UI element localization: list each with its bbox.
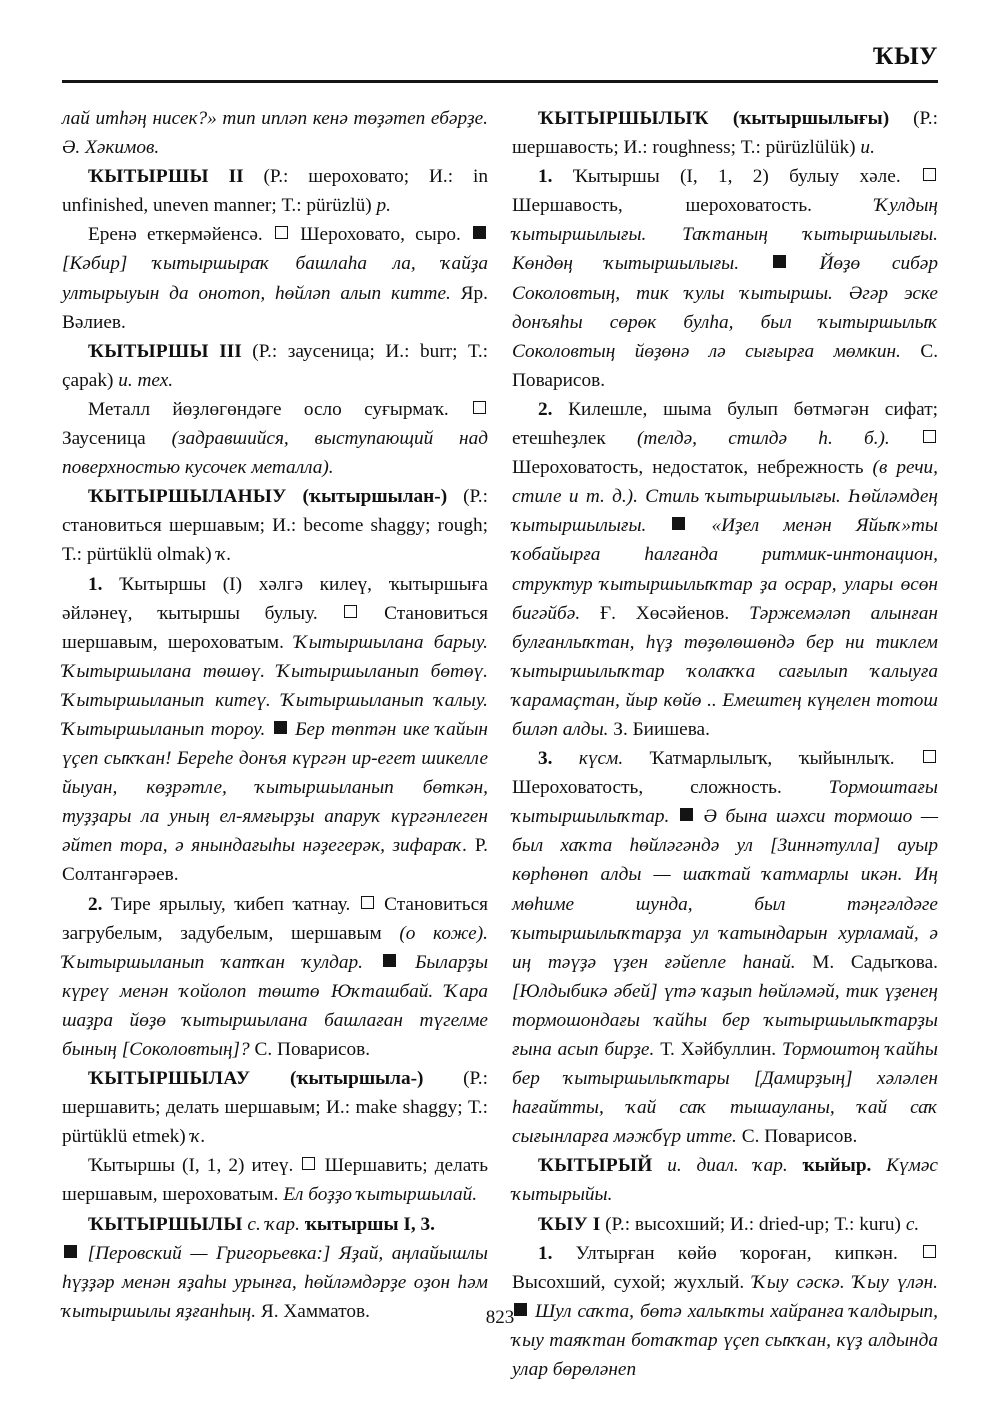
russian-note: (в речи, стиле и т. д.). (512, 457, 938, 508)
filled-square-icon (473, 226, 486, 239)
russian-equivalent: Становиться шершавым, шероховатым. (62, 602, 488, 653)
entry-kytyrshylau (62, 1064, 488, 1151)
open-square-icon (344, 605, 357, 618)
grammar-label: р. (376, 195, 391, 217)
example-phrases: Ел боҙҙо ҡытыршылай. (283, 1184, 478, 1206)
example-phrases: Ҡытыршылана барыу. Ҡытыршылана төшөү. Ҡытыршыланып бөтөү. Ҡытыршыланып китеү. Ҡытыршыланып ҡалыу. Ҡытыршыланып тороу. (62, 631, 489, 740)
citation-source: Я. Хамматов. (260, 1300, 370, 1322)
citation-text: [Кәбир] ҡытыршыраҡ башлаһа ла, ҡайҙа ултырыуын да онотоп, һөйләп алып китте. (62, 253, 488, 304)
cross-reference: ҡытыршы I, 3. (304, 1213, 435, 1235)
sense-number: 1. (88, 573, 103, 595)
sense-definition: Ҡытыршы (I, 1, 2) булыу хәле. (572, 166, 901, 188)
grammar-label: и. (860, 137, 875, 159)
citation-text: Быларҙы күреү менән ҡойолоп төштө Юҡташбай. Ҡара шаҙра йөҙө ҡытыршылана башлаған түгелме бының [Соколовтың]? (62, 951, 488, 1060)
sense-definition: Ҡытыршы (I) хәлгә килеү, ҡытыршыға әйләнеү, ҡытыршы булыу. (62, 573, 488, 624)
open-square-icon (473, 401, 486, 414)
grammar-label: ҡ. (216, 544, 232, 566)
headword: ҠЫТЫРШЫЛЫҠ (538, 108, 709, 129)
headword: ҠЫТЫРШЫ (88, 340, 209, 362)
citation-text: Бер төптән ике ҡайын үҫеп сыҡҡан! Береһе донъя күргән ир-егет шикелле йыуан, көҙрәтле, ҡытыршыланып бөткән, туҙҙары ла уның ел-ямғырҙы апаруҡ күргәнлеген әйтеп тора, ә янындағыһы нәҙегерәк, зифараҡ. (62, 718, 488, 857)
headword-stem: (ҡытыршылан-) (302, 486, 448, 508)
header-rule (62, 80, 938, 83)
homograph-numeral: III (219, 340, 242, 362)
sense-note: (телдә, стилдә һ. б.). (637, 428, 890, 450)
continuation-text: лай итһәң нисек?» тип ипләп кенә төҙәтеп ебәрҙе. Ә. Хәкимов. (62, 108, 488, 159)
citation-text-2: [Юлдыбикә әбей] үтә ҡаҙып һөйләмәй, тик үҙенең тормошондағы ҡайһы бер ҡытыршылыҡтарҙы ғына асып бирҙе. (512, 980, 938, 1060)
entry-kytyrshylau-body (62, 1151, 488, 1209)
example-phrases: Ҡытыршыланып ҡатҡан ҡулдар. (62, 951, 363, 973)
right-column (512, 104, 939, 1381)
citation-source: Р. Солтангәрәев. (62, 835, 488, 886)
continuation-paragraph (62, 104, 488, 162)
entry-kytyrshy-3-body (62, 395, 488, 482)
citation-source: С. Поварисов. (512, 340, 939, 391)
grammar-label: и. диал. ҡар. (667, 1155, 788, 1177)
example-phrases: Күмәс ҡытырыйы. (512, 1155, 938, 1206)
open-square-icon (275, 226, 288, 239)
entry-kytyrshy-3 (62, 337, 488, 395)
sense-definition: Ултырған көйө ҡороған, кипкән. (575, 1242, 898, 1264)
russian-note: (о коже). (399, 922, 488, 944)
sense-definition: Еренә еткермәйенсә. (88, 224, 263, 246)
headword: ҠЫТЫРШЫЛЫ (88, 1213, 243, 1235)
page-number: 823 (485, 1307, 515, 1328)
headword-stem: (ҡытыршылығы) (732, 108, 890, 129)
citation-source-2: З. Биишева. (613, 718, 710, 740)
example-phrases: Ҡыу сәскә. Ҡыу үлән. (752, 1271, 938, 1293)
sense-label: күсм. (578, 748, 624, 770)
gloss-block: (Р.: заусеница; И.: burr; Т.: çapak) (62, 340, 489, 391)
russian-equivalent: Высохший, сухой; жухлый. (512, 1271, 745, 1293)
russian-equivalent: Шероховатость, недостаток, небрежность (512, 457, 864, 479)
sense-3 (512, 744, 938, 1151)
filled-square-icon (773, 255, 786, 268)
grammar-label: с. ҡар. (247, 1213, 300, 1235)
homograph-numeral: I (592, 1213, 601, 1235)
russian-equivalent: Шероховато, сыро. (300, 224, 461, 246)
russian-equivalent: Заусеница (62, 428, 146, 450)
russian-equivalent: Шероховатость, сложность. (512, 777, 782, 799)
sense-definition: Ҡатмарлылыҡ, ҡыйынлыҡ. (649, 748, 895, 770)
entry-kytyrshy-2 (62, 162, 488, 220)
citation-text-3: Тормоштоң ҡайһы бер ҡытыршылыҡтары [Дамирҙың] хәләлен һағайтты, ҡай саҡ тышауланы, ҡай саҡ сығынларға мәжбүр итте. (512, 1039, 938, 1148)
homograph-numeral: II (228, 166, 244, 188)
sense-definition: Килешле, шыма булып бөтмәгән сифат; етешһеҙлек (512, 398, 938, 450)
entry-kytyrshylanyu (62, 482, 488, 569)
sense-number: 2. (538, 398, 553, 420)
citation-source-2: Т. Хәйбуллин. (660, 1039, 777, 1060)
russian-equivalent: Становиться загрубелым, задубелым, шершавым (62, 893, 488, 944)
entry-kytyryy (512, 1151, 938, 1209)
sense-number: 2. (88, 893, 103, 915)
filled-square-icon (680, 808, 693, 821)
sense-2 (62, 890, 488, 1065)
filled-square-icon (64, 1245, 77, 1258)
headword: ҠЫУ (538, 1213, 588, 1235)
gloss-block: (Р.: шершавить; делать шершавым; И.: make shaggy; Т.: pürtüklü etmek) (62, 1068, 488, 1148)
headword: ҠЫТЫРШЫ (88, 166, 209, 188)
open-square-icon (923, 430, 936, 443)
left-column (62, 104, 489, 1322)
sense-2 (512, 395, 938, 744)
citation-text-2: Тәржемәләп алынған булғанлыҡтан, һүҙ төҙөлөшөндә бер ни тиклем ҡытыршылыҡтар ҡолаҡҡа сағылып ҡалыуға ҡарамаҫтан, йыр көйө .. Емештең күңелен тотош биләп алды. (512, 602, 938, 740)
filled-square-icon (672, 517, 685, 530)
entry-kytyrshyly (62, 1210, 488, 1239)
headword: ҠЫТЫРШЫЛАНЫУ (88, 486, 287, 508)
citation-source: Ғ. Хөсәйенов. (599, 602, 730, 624)
sense-definition: Металл йөҙлөгөндәге осло суғырмаҡ. (88, 398, 449, 420)
open-square-icon (923, 750, 936, 763)
filled-square-icon (274, 721, 287, 734)
open-square-icon (302, 1157, 315, 1170)
example-phrases: Ҡулдың ҡытыршылығы. Таҡтаның ҡытыршылығы. Көндөң ҡытыршылығы. (512, 195, 938, 275)
sense-number: 1. (538, 1242, 553, 1264)
citation-source: С. Поварисов. (254, 1039, 371, 1060)
filled-square-icon (383, 954, 396, 967)
sense-number: 3. (538, 748, 553, 770)
russian-equivalent: Шершавить; делать шершавым, шероховатым. (62, 1155, 489, 1206)
sense-1 (62, 570, 488, 890)
entry-kyu-1 (512, 1210, 938, 1239)
headword-stem: (ҡытыршыла-) (289, 1068, 424, 1090)
citation-text: «Иҙел менән Яйыҡ»ты ҡобайырға һалғанда ритмик-интонацион, структур ҡытыршылыҡтар ҙа осрар, улары өсөн бигәйбә. (512, 515, 938, 624)
grammar-label: ҡ. (190, 1126, 206, 1148)
open-square-icon (923, 1245, 936, 1258)
headword: ҠЫТЫРЫЙ (538, 1155, 653, 1177)
citation-text: Шул саҡта, бөтә халыҡты хайранға ҡалдырып, ҡыу таяҡтан ботаҡтар үҫеп сыҡҡан, күҙ алдында улар бөрөләнеп (512, 1300, 938, 1381)
open-square-icon (923, 168, 936, 181)
example-phrases: Стиль ҡытыршылығы. Һөйләмдең ҡытыршылығы. (512, 486, 938, 537)
sense-definition: Ҡытыршы (I, 1, 2) итеү. (88, 1155, 294, 1177)
sense-number: 1. (538, 166, 553, 188)
example-phrases: Тормоштағы ҡытыршылыҡтар. (512, 777, 938, 828)
grammar-label: с. (905, 1213, 920, 1235)
citation-text: Ә бына шәхси тормошо — был хаҡта һөйләгәндә ул [Зиннәтулла] ауыр көрһөнөп алды — шаҡтай ҡатмарлы икән. Иң мөһиме шунда, был тәңгәлдәге ҡытыршылыҡтарҙа ул ҡатындарын хурламай, ә иң тәүҙә үҙен ғәйепле һанай. (512, 806, 938, 973)
cross-reference: ҡыйыр. (802, 1155, 872, 1177)
citation-source-3: С. Поварисов. (741, 1126, 858, 1148)
gloss-block: (Р.: шершавость; И.: roughness; Т.: pürüzlülük) (512, 108, 938, 159)
citation-text: [Перовский — Григорьевка:] Яҙай, аңлайышлы һүҙҙәр менән яҙаһы урынға, һөйләмдәрҙе оҙон һәм ҡытыршылы яҙғанһың. (62, 1242, 488, 1322)
sense-1 (512, 162, 938, 395)
citation-source: М. Садыҡова. (812, 951, 939, 973)
grammar-label: и. тех. (118, 369, 174, 391)
open-square-icon (361, 896, 374, 909)
entry-kytyrshy-2-body (62, 220, 488, 336)
entry-kytyrshylyk (512, 104, 938, 162)
citation-source: Яр. Вәлиев. (62, 282, 488, 333)
running-head-title: ҠЫУ (872, 43, 938, 70)
running-head (62, 42, 938, 86)
gloss-block: (Р.: шероховато; И.: in unfinished, uneven manner; Т.: pürüzlü) (62, 166, 488, 217)
citation-text: Йөҙө сибәр Соколовтың, тик ҡулы ҡытыршы. Әгәр эске донъяһы сөрөк булһа, был ҡытыршылыҡ Соколовтың йөҙөнә лә сығырға мөмкин. (512, 253, 938, 362)
headword: ҠЫТЫРШЫЛАУ (88, 1068, 251, 1090)
gloss-block: (Р.: становиться шершавым; И.: become shaggy; rough; Т.: pürtüklü olmak) (62, 486, 488, 566)
gloss-block: (Р.: высохший; И.: dried-up; Т.: kuru) (605, 1213, 901, 1235)
sense-definition: Тире ярылыу, ҡибеп ҡатнау. (110, 893, 351, 915)
russian-note: (задравшийся, выступающий над поверхностью кусочек металла). (62, 428, 488, 479)
russian-equivalent: Шершавость, шероховатость. (512, 195, 812, 217)
